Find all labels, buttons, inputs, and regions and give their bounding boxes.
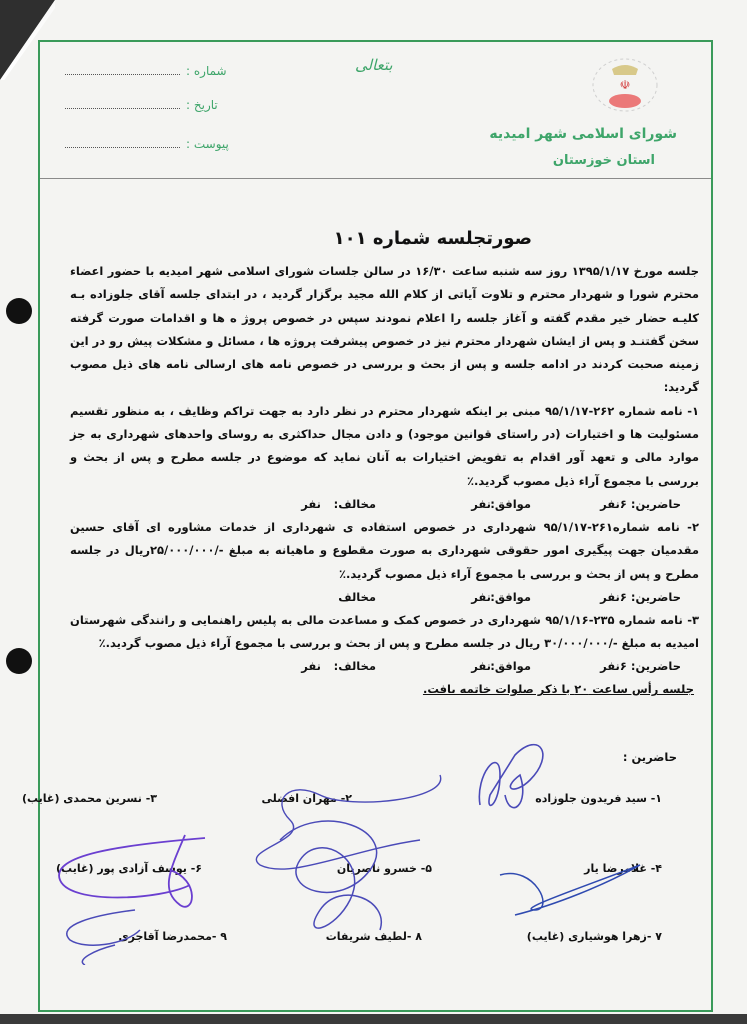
oppose-unit: نفر	[301, 496, 321, 511]
agree-label: موافق:	[490, 659, 531, 674]
attendee-9: ۹ -محمدرضا آقاجری	[118, 930, 227, 943]
agree-unit: نفر	[471, 496, 491, 511]
province-name: استان خوزستان	[552, 153, 655, 168]
header-divider	[40, 178, 711, 179]
signature-4	[260, 800, 410, 960]
signature-6	[55, 905, 145, 965]
vote-row-3	[70, 655, 699, 678]
agree-label: موافق:	[490, 589, 531, 604]
attendee-4: ۴- غلامرضا یار	[584, 862, 662, 875]
vote-row-2	[70, 586, 699, 609]
present-count: حاضرین: ۶نفر	[600, 589, 681, 604]
attendee-2: ۲- مهران افضلی	[261, 792, 352, 805]
resolution-item-3: ۳- نامه شماره ۲۳۵-۹۵/۱/۱۶ شهرداری در خصوص کمک و مساعدت مالی به پلیس راهنمایی و رانندگی شهرستان امیدیه به مبلغ -/۳۰/۰۰۰/۰۰۰ ریال در جلسه مطرح و پس از بحث و بررسی با مجموع آراء ذیل مصوب گردید.٪	[70, 612, 699, 651]
signature-1	[470, 735, 580, 825]
agree-label: موافق:	[490, 496, 531, 511]
attendees-heading: حاضرین :	[622, 750, 677, 764]
closing-statement: جلسه رأس ساعت ۲۰ با ذکر صلوات خاتمه یافت.	[422, 682, 694, 697]
vote-row-1	[70, 493, 699, 516]
number-field	[65, 64, 227, 78]
document-title: صورتجلسه شماره ۱۰۱	[333, 228, 532, 249]
present-count: حاضرین: ۶نفر	[600, 659, 681, 674]
attendee-6: ۶- یوسف آزادی پور (غایب)	[56, 862, 202, 875]
oppose-unit	[281, 586, 321, 609]
attachment-field	[65, 137, 229, 151]
signature-5	[495, 860, 645, 920]
number-value-line	[65, 64, 180, 75]
council-logo-icon	[590, 55, 660, 115]
agree-unit: نفر	[471, 659, 491, 674]
council-name: شورای اسلامی شهر امیدیه	[489, 126, 677, 142]
oppose-unit: نفر	[301, 659, 321, 674]
punch-hole	[6, 648, 32, 674]
attendee-3: ۳- نسرین محمدی (غایب)	[22, 792, 157, 805]
oppose-label: مخالف:	[333, 496, 376, 511]
resolution-item-1: ۱- نامه شماره ۲۶۲-۹۵/۱/۱۷ مبنی بر اینکه شهردار محترم در نظر دارد به جهت تراکم وظایف ، به منظور تقسیم مسئولیت ها و اختیارات (در راستای قوانین موجود) و دادن مجال حداکثری به روسای واحدهای شهرداری به جز موارد مالی و تعهد آور اقدام به تفویض اختیارات به آنان نماید که موضوع در جلسه مطرح و پس از بحث و بررسی با مجموع آراء ذیل مصوب گردید.٪	[70, 403, 699, 488]
bismillah-heading: بتعالی	[355, 56, 393, 74]
attachment-label: پیوست :	[186, 137, 229, 151]
attendee-5: ۵- خسرو ناصریان	[336, 862, 432, 875]
intro-paragraph: جلسه مورخ ۱۳۹۵/۱/۱۷ روز سه شنبه ساعت ۱۶/۳۰ در سالن جلسات شورای اسلامی شهر امیدیه با حضور اعضاء محترم شورا و شهردار محترم و تلاوت آیاتی از کلام الله مجید برگزار گردید ، در ابتدای جلسه آقای جلوزاده بـه کلیـه حضار خیر مقدم گفته و آغاز جلسه را اعلام نمودند سپس در خصوص پروژ ه ها و اقدامات صورت گرفته سخن گفتنـد و پس از ایشان شهردار محترم نیز در خصوص پیشرفت پروژه ها ، مسائل و مشکلات پیش رو در این زمینه صحبت کردند در ادامه جلسه و پس از بحث و بررسی در خصوص نامه های ارسالی نامه های ذیل مصوب گردید:	[70, 264, 699, 395]
minutes-body	[70, 260, 699, 702]
number-label: شماره :	[186, 64, 227, 78]
date-field	[65, 98, 218, 112]
present-count: حاضرین: ۶نفر	[600, 496, 681, 511]
attachment-value-line	[65, 137, 180, 148]
oppose-label: مخالف:	[333, 659, 376, 674]
attendee-1: ۱- سید فریدون جلوزاده	[535, 792, 662, 805]
agree-unit: نفر	[471, 589, 491, 604]
attendee-7: ۷ -زهرا هوشیاری (غایب)	[526, 930, 662, 943]
punch-hole	[6, 298, 32, 324]
oppose-label: مخالف	[338, 589, 376, 604]
resolution-item-2: ۲- نامه شماره۲۶۱-۹۵/۱/۱۷ شهرداری در خصوص استفاده ی شهرداری از خدمات مشاوره ای آقای حسین مقدمیان جهت پیگیری امور حقوقی شهرداری به صورت مقطوع و ماهیانه به مبلغ -/۲۵/۰۰۰/۰۰۰ریال در جلسه مطرح و پس از بحث و بررسی با مجموع آراء ذیل مصوب گردید.٪	[70, 519, 699, 581]
date-label: تاریخ :	[186, 98, 218, 112]
svg-text:☫: ☫	[619, 78, 631, 92]
attendee-8: ۸ -لطیف شریفات	[325, 930, 422, 943]
date-value-line	[65, 98, 180, 109]
